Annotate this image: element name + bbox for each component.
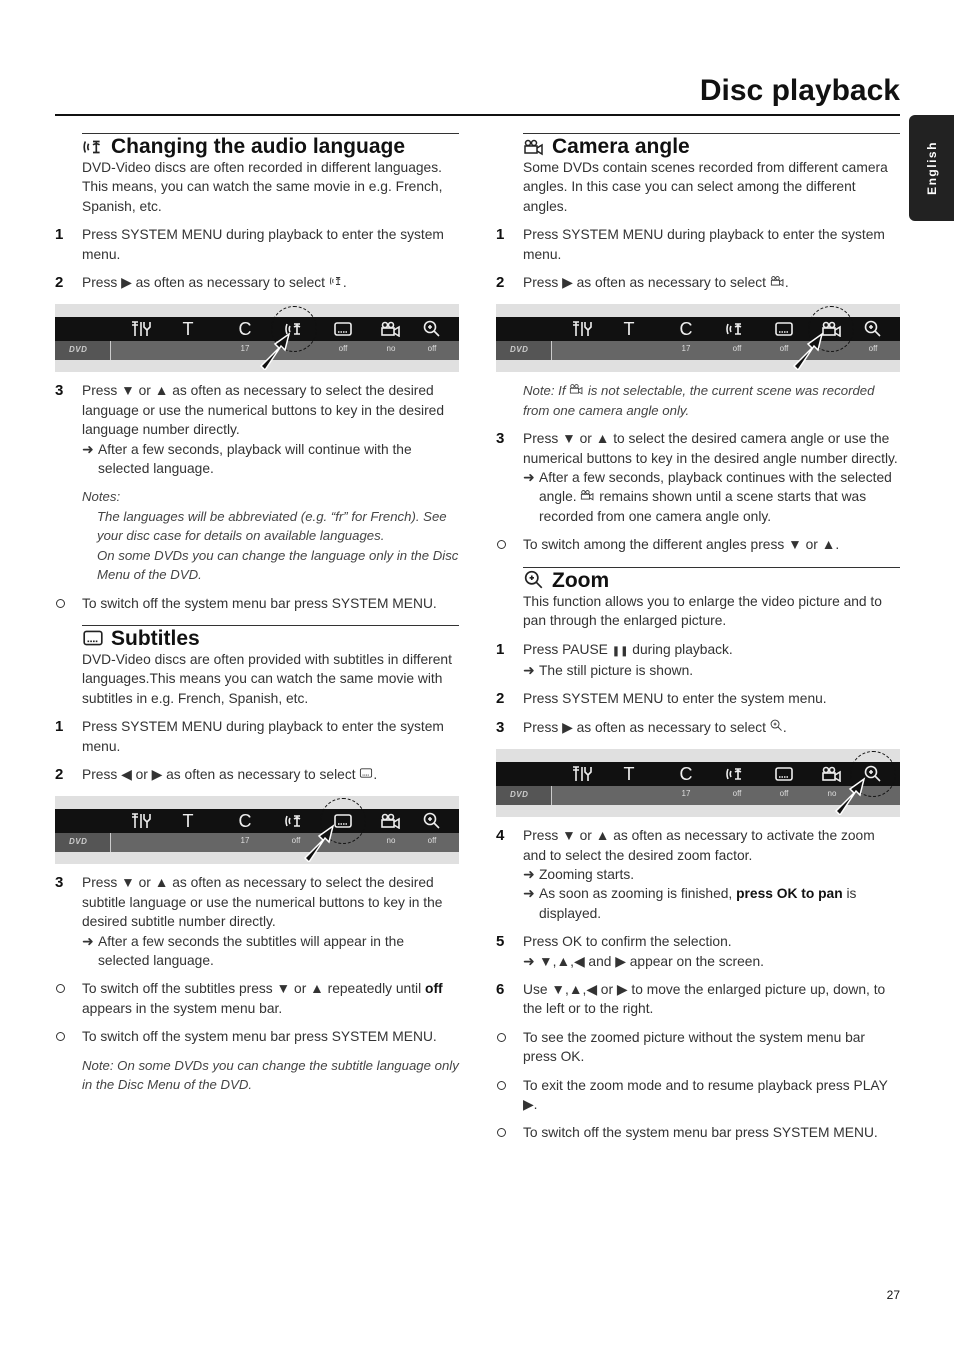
result-text: The still picture is shown. bbox=[539, 662, 694, 678]
camera-angle-icon bbox=[376, 317, 406, 341]
step-number: 3 bbox=[55, 382, 64, 400]
text-run: during playback. bbox=[628, 641, 733, 657]
osd-value: off bbox=[732, 344, 742, 354]
audio-section-title: Changing the audio language bbox=[111, 135, 405, 158]
zoom-icon bbox=[858, 317, 888, 341]
chapter-icon: C bbox=[238, 318, 252, 339]
result-arrow-icon: ➜ bbox=[523, 886, 535, 902]
pointer-arrow-icon bbox=[832, 773, 866, 815]
camera-angle-icon bbox=[376, 809, 406, 833]
text-run: . bbox=[835, 537, 840, 553]
subtitles-bullet-1 bbox=[55, 979, 459, 1018]
camera-angle-icon bbox=[770, 275, 785, 287]
up-arrow-icon: ▲ bbox=[154, 875, 169, 891]
text-run: Press bbox=[82, 275, 122, 291]
pointer-arrow-icon bbox=[790, 328, 824, 370]
subtitles-step-1 bbox=[55, 717, 459, 756]
bullet-icon bbox=[55, 594, 82, 613]
camera-step-1 bbox=[496, 225, 900, 264]
bullet-text: To switch off the system menu bar press SYSTEM MENU. bbox=[82, 595, 437, 611]
osd-menu-bar-zoom bbox=[496, 749, 900, 817]
osd-value: off bbox=[732, 789, 742, 799]
bullet-icon bbox=[496, 535, 523, 554]
audio-language-icon bbox=[329, 275, 343, 287]
left-column bbox=[55, 133, 459, 1094]
zoom-icon bbox=[417, 809, 447, 833]
step-text bbox=[523, 718, 900, 737]
audio-step-1 bbox=[55, 225, 459, 264]
result-arrow-icon: ➜ bbox=[523, 662, 535, 678]
bullet-icon bbox=[496, 1076, 523, 1115]
osd-value: off bbox=[291, 836, 301, 846]
text-run: or bbox=[801, 537, 822, 553]
text-run: Press bbox=[523, 719, 563, 735]
text-run: . bbox=[373, 766, 378, 782]
text-run: To switch off the subtitles press bbox=[82, 981, 277, 997]
subtitle-icon bbox=[82, 628, 104, 648]
language-tab bbox=[909, 115, 954, 221]
step-number: 4 bbox=[496, 827, 505, 845]
text-run: . bbox=[342, 275, 347, 291]
tools-icon bbox=[568, 762, 598, 786]
result-arrow-icon: ➜ bbox=[523, 953, 535, 969]
osd-value: 17 bbox=[240, 344, 250, 354]
text-run: and bbox=[584, 953, 616, 969]
result-text: After a few seconds the subtitles will appear in the selected language. bbox=[98, 933, 404, 968]
zoom-bullet-1 bbox=[496, 1028, 900, 1067]
title-icon: T bbox=[623, 763, 635, 784]
text-run: as often as necessary to select bbox=[572, 719, 770, 735]
step-number: 6 bbox=[496, 980, 505, 998]
subtitle-icon bbox=[359, 767, 373, 779]
step-number: 1 bbox=[55, 718, 64, 736]
result-arrow-icon: ➜ bbox=[523, 470, 535, 486]
text-run: Press bbox=[82, 383, 122, 399]
bullet-text bbox=[523, 1076, 900, 1115]
text-run: Note: If bbox=[523, 383, 570, 399]
down-arrow-icon: ▼ bbox=[121, 875, 135, 891]
text-run: as often as necessary to activate the zoom and to select the desired zoom factor. bbox=[523, 828, 875, 863]
right-arrow-icon: ▶ bbox=[616, 981, 628, 997]
step-text bbox=[523, 826, 900, 923]
audio-step-3 bbox=[55, 381, 459, 478]
subtitle-icon bbox=[769, 762, 799, 786]
right-arrow-icon: ▶ bbox=[562, 275, 573, 291]
text-run: or bbox=[596, 981, 617, 997]
audio-section-header bbox=[82, 133, 459, 158]
subtitles-intro: DVD-Video discs are often provided with subtitles in different languages.This means you can watch the same movie with subtitles in e.g. French, Spanish, etc. bbox=[82, 651, 452, 706]
zoom-step-4 bbox=[496, 826, 900, 923]
result-arrow-icon: ➜ bbox=[82, 441, 94, 457]
osd-value: no bbox=[386, 344, 396, 354]
text-run: as often as necessary to select the desired language or use the numerical buttons to key in the desired language number directly. bbox=[82, 383, 445, 438]
camera-bullet bbox=[496, 535, 900, 554]
language-tab-label: English bbox=[924, 141, 939, 195]
subtitles-note: Note: On some DVDs you can change the subtitle language only in the Disc Menu of the DVD. bbox=[82, 1057, 459, 1092]
text-run: or bbox=[131, 766, 152, 782]
pointer-arrow-icon bbox=[301, 820, 335, 862]
step-text: Press SYSTEM MENU to enter the system menu. bbox=[523, 691, 827, 707]
text-run: or bbox=[134, 383, 155, 399]
notes-label: Notes: bbox=[82, 489, 121, 505]
osd-value: off bbox=[427, 836, 437, 846]
step-number: 3 bbox=[496, 430, 505, 448]
step-number: 1 bbox=[496, 640, 505, 658]
osd-value: 17 bbox=[681, 344, 691, 354]
text-run: Press bbox=[82, 766, 122, 782]
step-number: 2 bbox=[55, 765, 64, 783]
bullet-text: To switch off the system menu bar press SYSTEM MENU. bbox=[82, 1029, 437, 1045]
text-run: appears in the system menu bar. bbox=[82, 1000, 283, 1016]
right-arrow-icon: ▶ bbox=[615, 953, 626, 969]
camera-note bbox=[523, 381, 900, 420]
zoom-step-5 bbox=[496, 932, 900, 971]
zoom-step-2 bbox=[496, 689, 900, 708]
step-number: 2 bbox=[496, 274, 505, 292]
step-result bbox=[523, 661, 900, 680]
note-text: The languages will be abbreviated (e.g. “fr” for French). See your disc case for details on available languages. bbox=[97, 508, 447, 544]
arrow-keys-icon: ▼,▲,◀ bbox=[551, 981, 597, 997]
step-text bbox=[523, 640, 900, 681]
step-text bbox=[523, 980, 900, 1019]
text-run: or bbox=[575, 431, 596, 447]
dvd-logo-text: DVD bbox=[69, 837, 88, 847]
camera-step-3 bbox=[496, 429, 900, 526]
osd-value: off bbox=[779, 344, 789, 354]
subtitles-section-title: Subtitles bbox=[111, 626, 200, 650]
dvd-logo-text: DVD bbox=[69, 345, 88, 355]
step-text bbox=[82, 381, 459, 478]
camera-intro: Some DVDs contain scenes recorded from different camera angles. In this case you can select among the different angles. bbox=[523, 160, 888, 214]
dvd-logo-text: DVD bbox=[510, 345, 529, 355]
osd-menu-bar-camera bbox=[496, 304, 900, 372]
osd-value: no bbox=[827, 789, 837, 799]
bullet-icon bbox=[55, 979, 82, 1018]
text-run: as often as necessary to select bbox=[572, 275, 770, 291]
step-number: 2 bbox=[55, 274, 64, 292]
step-text bbox=[82, 273, 459, 292]
step-result bbox=[523, 468, 900, 526]
text-run: or bbox=[290, 981, 311, 997]
step-text bbox=[523, 429, 900, 526]
subtitles-step-2 bbox=[55, 765, 459, 784]
text-run: Press bbox=[523, 828, 563, 844]
osd-menu-bar-subtitles bbox=[55, 796, 459, 864]
text-run: Press PAUSE bbox=[523, 641, 612, 657]
keyword: press OK to pan bbox=[736, 886, 843, 902]
text-run: As soon as zooming is finished, bbox=[539, 886, 737, 902]
step-text: Press SYSTEM MENU during playback to enter the system menu. bbox=[82, 227, 444, 262]
zoom-bullet-3 bbox=[496, 1123, 900, 1142]
text-run: Press bbox=[523, 431, 563, 447]
down-arrow-icon: ▼ bbox=[562, 431, 576, 447]
page-number: 27 bbox=[886, 1288, 900, 1302]
audio-language-icon bbox=[720, 762, 750, 786]
bullet-icon bbox=[496, 1123, 523, 1142]
step-text: Press SYSTEM MENU during playback to enter the system menu. bbox=[82, 719, 444, 754]
text-run: or bbox=[575, 828, 596, 844]
pause-icon: ❚❚ bbox=[611, 645, 629, 657]
step-number: 5 bbox=[496, 933, 505, 951]
text-run: repeatedly until bbox=[323, 981, 426, 997]
title-icon: T bbox=[182, 810, 194, 831]
play-icon: ▶ bbox=[523, 1097, 534, 1112]
zoom-step-1 bbox=[496, 640, 900, 681]
text-run: as often as necessary to select bbox=[162, 766, 360, 782]
up-arrow-icon: ▲ bbox=[310, 981, 324, 997]
zoom-icon bbox=[417, 317, 447, 341]
result-text: Zooming starts. bbox=[539, 866, 635, 882]
up-arrow-icon: ▲ bbox=[154, 383, 169, 399]
text-run: appear on the screen. bbox=[625, 953, 764, 969]
camera-step-2 bbox=[496, 273, 900, 292]
up-arrow-icon: ▲ bbox=[595, 431, 610, 447]
step-result bbox=[523, 865, 900, 884]
title-icon: T bbox=[182, 318, 194, 339]
audio-intro: DVD-Video discs are often recorded in different languages. This means, you can watch the same movie in e.g. French, Spanish, etc. bbox=[82, 160, 443, 214]
zoom-bullet-2 bbox=[496, 1076, 900, 1115]
right-column bbox=[496, 133, 900, 1143]
camera-section-title: Camera angle bbox=[552, 135, 690, 158]
down-arrow-icon: ▼ bbox=[121, 383, 135, 399]
result-text bbox=[539, 952, 764, 971]
subtitles-bullet-2 bbox=[55, 1027, 459, 1046]
subtitles-step-3 bbox=[55, 873, 459, 970]
step-text bbox=[523, 932, 900, 971]
dvd-logo-text: DVD bbox=[510, 790, 529, 800]
step-number: 3 bbox=[496, 718, 505, 736]
bullet-text bbox=[523, 535, 900, 554]
zoom-step-6 bbox=[496, 980, 900, 1019]
zoom-icon bbox=[770, 719, 783, 732]
step-number: 1 bbox=[496, 226, 505, 244]
up-arrow-icon: ▲ bbox=[821, 537, 836, 553]
page-title: Disc playback bbox=[699, 74, 900, 107]
subtitles-section-header bbox=[82, 625, 459, 650]
camera-angle-icon bbox=[569, 383, 584, 395]
step-number: 2 bbox=[496, 690, 505, 708]
result-arrow-icon: ➜ bbox=[523, 866, 535, 882]
zoom-icon bbox=[523, 570, 545, 590]
zoom-intro: This function allows you to enlarge the video picture and to pan through the enlarged picture. bbox=[523, 593, 882, 629]
up-arrow-icon: ▲ bbox=[595, 828, 610, 844]
text-run: to move the enlarged picture up, down, to the left or to the right. bbox=[523, 981, 886, 1017]
camera-angle-icon bbox=[580, 489, 595, 501]
audio-notes bbox=[82, 487, 459, 584]
tools-icon bbox=[127, 317, 157, 341]
step-text bbox=[82, 873, 459, 970]
step-result bbox=[523, 884, 900, 923]
step-number: 1 bbox=[55, 226, 64, 244]
bullet-text bbox=[82, 979, 459, 1018]
result-text: After a few seconds, playback will continue with the selected language. bbox=[98, 441, 412, 477]
pointer-arrow-icon bbox=[257, 328, 291, 370]
bullet-icon bbox=[55, 1027, 82, 1046]
zoom-step-3 bbox=[496, 718, 900, 737]
text-run: Press OK to confirm the selection. bbox=[523, 934, 732, 950]
arrow-keys-icon: ▼,▲,◀ bbox=[539, 953, 585, 969]
dvd-logo bbox=[496, 341, 552, 360]
osd-value: 17 bbox=[240, 836, 250, 846]
osd-value: 17 bbox=[681, 789, 691, 799]
tools-icon bbox=[568, 317, 598, 341]
down-arrow-icon: ▼ bbox=[562, 828, 576, 844]
down-arrow-icon: ▼ bbox=[788, 537, 802, 553]
audio-language-icon bbox=[82, 137, 104, 157]
text-run: To exit the zoom mode and to resume playback press PLAY bbox=[523, 1077, 888, 1093]
bullet-text: To see the zoomed picture without the system menu bar press OK. bbox=[523, 1029, 866, 1065]
result-text bbox=[539, 884, 900, 923]
step-text bbox=[523, 273, 900, 292]
dvd-logo bbox=[55, 341, 111, 360]
osd-value: off bbox=[338, 344, 348, 354]
step-text bbox=[82, 765, 459, 784]
bullet-text: To switch off the system menu bar press SYSTEM MENU. bbox=[523, 1125, 878, 1141]
title-icon: T bbox=[623, 318, 635, 339]
osd-value: off bbox=[779, 789, 789, 799]
right-arrow-icon: ▶ bbox=[562, 719, 573, 735]
step-text: Press SYSTEM MENU during playback to enter the system menu. bbox=[523, 227, 885, 262]
text-run: . bbox=[782, 719, 787, 735]
text-run: To switch among the different angles press bbox=[523, 537, 789, 553]
result-text bbox=[539, 468, 900, 526]
text-run: as often as necessary to select the desired subtitle language or use the numerical buttons to key in the desired subtitle number directly. bbox=[82, 875, 443, 930]
text-run: After a few seconds, playback continues with the selected angle. bbox=[539, 470, 892, 505]
audio-language-icon bbox=[720, 317, 750, 341]
text-run: to select the desired camera angle or use the numerical buttons to key in the desired angle number directly. bbox=[523, 431, 898, 466]
text-run: is not selectable, the current scene was recorded from one camera angle only. bbox=[523, 383, 875, 418]
audio-bullet bbox=[55, 594, 459, 613]
result-arrow-icon: ➜ bbox=[82, 933, 94, 949]
left-arrow-icon: ◀ bbox=[121, 766, 132, 782]
tools-icon bbox=[127, 809, 157, 833]
dvd-logo bbox=[55, 833, 111, 852]
dvd-logo bbox=[496, 786, 552, 805]
subtitle-icon bbox=[328, 317, 358, 341]
chapter-icon: C bbox=[679, 318, 693, 339]
text-run: . bbox=[784, 275, 789, 291]
step-result bbox=[82, 932, 459, 971]
chapter-icon: C bbox=[238, 810, 252, 831]
title-divider bbox=[55, 114, 900, 116]
step-result bbox=[523, 952, 900, 971]
down-arrow-icon: ▼ bbox=[276, 981, 291, 997]
text-run: remains shown until a scene starts that was recorded from one camera angle only. bbox=[539, 489, 867, 524]
osd-value: off bbox=[868, 344, 878, 354]
step-result bbox=[82, 440, 459, 479]
step-number: 3 bbox=[55, 874, 64, 892]
text-run: Use bbox=[523, 981, 552, 997]
osd-menu-bar-audio bbox=[55, 304, 459, 372]
text-run: Press bbox=[82, 875, 122, 891]
text-run: as often as necessary to select bbox=[131, 275, 329, 291]
text-run: is displayed. bbox=[539, 886, 857, 921]
right-arrow-icon: ▶ bbox=[151, 766, 163, 782]
note-text: On some DVDs you can change the language only in the Disc Menu of the DVD. bbox=[97, 547, 459, 583]
audio-step-2 bbox=[55, 273, 459, 292]
text-run: . bbox=[533, 1097, 538, 1112]
osd-value: off bbox=[427, 344, 437, 354]
right-arrow-icon: ▶ bbox=[121, 275, 132, 291]
text-run: or bbox=[134, 875, 155, 891]
chapter-icon: C bbox=[679, 763, 693, 784]
zoom-section-header bbox=[523, 567, 900, 592]
osd-value: no bbox=[386, 836, 396, 846]
text-run: Press bbox=[523, 275, 563, 291]
zoom-section-title: Zoom bbox=[552, 568, 610, 592]
camera-angle-icon bbox=[523, 137, 545, 157]
camera-section-header bbox=[523, 133, 900, 158]
keyword: off bbox=[425, 981, 443, 997]
bullet-icon bbox=[496, 1028, 523, 1067]
